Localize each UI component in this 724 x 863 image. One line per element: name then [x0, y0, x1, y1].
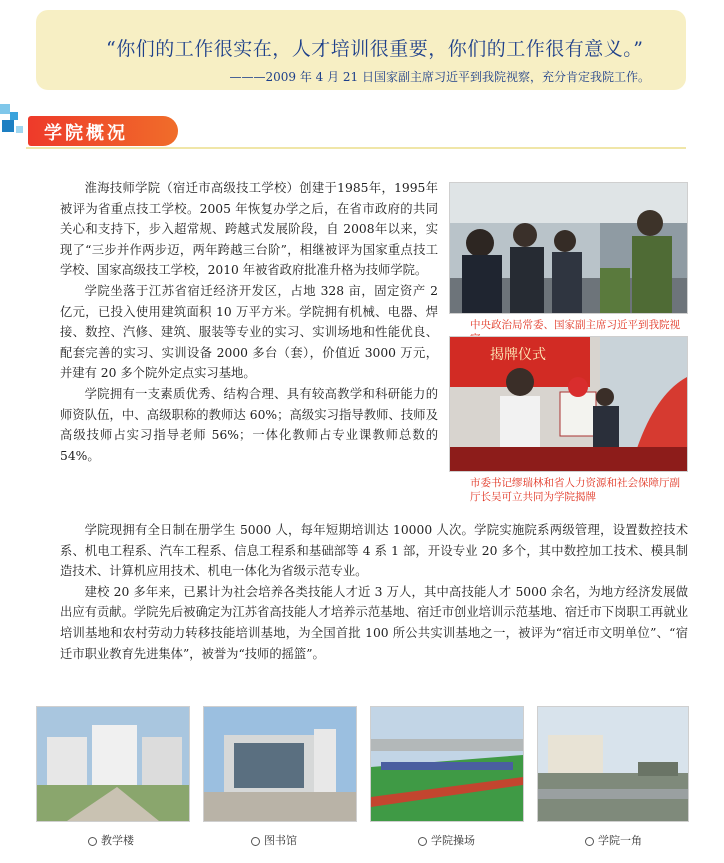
teaching-building-caption: 教学楼 [88, 832, 134, 848]
plaque-sign-text: 揭牌仪式 [490, 347, 546, 363]
paragraph: 学院拥有一支素质优秀、结构合理、具有较高教学和科研能力的师资队伍，中、高级职称的教师达 60%；高级实习指导教师、技师及高级技师占实习指导老师 56%；一体化教师占专业课教师总数的 54%。 [60, 386, 438, 463]
sports-field-caption: 学院操场 [418, 832, 475, 848]
bullet-icon [418, 837, 427, 846]
details-text [60, 520, 688, 664]
paragraph: 建校 20 多年来，已累计为社会培养各类技能人才近 3 万人，其中高技能人才 5000 余名，为地方经济发展做出应有贡献。学院先后被确定为江苏省高技能人才培养示范基地、宿迁市创业培训示范基地、宿迁市下岗职工再就业培训基地和农村劳动力转移技能培训基地，为全国首批 100 所公共实训基地之一，被评为“宿迁市文明单位”、“宿迁市职业教育先进集体”，被誉为“技师的摇篮”。 [60, 584, 688, 661]
bullet-icon [251, 837, 260, 846]
sports-field-photo [370, 706, 524, 822]
library-caption: 图书馆 [251, 832, 297, 848]
quote-text: “你们的工作很实在，人才培训很重要，你们的工作很有意义。” [106, 38, 644, 60]
section-divider [26, 147, 686, 149]
paragraph: 淮海技师学院（宿迁市高级技工学校）创建于1985年，1995年被评为省重点技工学校。2005 年恢复办学之后，在省市政府的共同关心和支持下，步入超常规、跨越式发展阶段，自 2008年以来，实现了“三步并作两步迈，两年跨越三台阶”，相继被评为国家重点技工学校、国家高级技工学校，2010 年被省政府批准升格为技师学院。 [60, 181, 438, 278]
campus-corner-photo [537, 706, 689, 822]
visit-photo [449, 182, 688, 314]
section-heading [28, 116, 178, 146]
library-photo [203, 706, 357, 822]
bullet-icon [88, 837, 97, 846]
plaque-photo [449, 336, 688, 472]
teaching-building-photo [36, 706, 190, 822]
quote-source: ———2009 年 4 月 21 日国家副主席习近平到我院视察，充分肯定我院工作。 [229, 70, 650, 84]
plaque-photo-caption: 市委书记缪瑞林和省人力资源和社会保障厅副厅长吴可立共同为学院揭牌 [470, 477, 680, 503]
paragraph: 学院现拥有全日制在册学生 5000 人，每年短期培训达 10000 人次。学院实施院系两级管理，设置数控技术系、机电工程系、汽车工程系、信息工程系和基础部等 4 系 1 部，开设专业 20 多个，其中数控加工技术、模具制造技术、计算机应用技术、机电一体化为省级示范专业。 [60, 523, 688, 579]
intro-text-column [60, 178, 438, 466]
quote-banner [36, 10, 686, 90]
section-title: 学院概况 [44, 123, 128, 144]
decorative-squares [0, 98, 30, 148]
paragraph: 学院坐落于江苏省宿迁经济开发区，占地 328 亩，固定资产 2 亿元，已投入使用建筑面积 10 万平方米。学院拥有机械、电器、焊接、数控、汽修、建筑、服装等专业的实习、实训场地和性能优良、配套完善的实习、实训设备 2000 多台（套），价值近 3000 万元，并建有 20 多个院外定点实习基地。 [60, 283, 438, 381]
campus-corner-caption: 学院一角 [585, 832, 642, 848]
bullet-icon [585, 837, 594, 846]
visit-photo-caption: 中央政治局常委、国家副主席习近平到我院视 [470, 319, 680, 331]
